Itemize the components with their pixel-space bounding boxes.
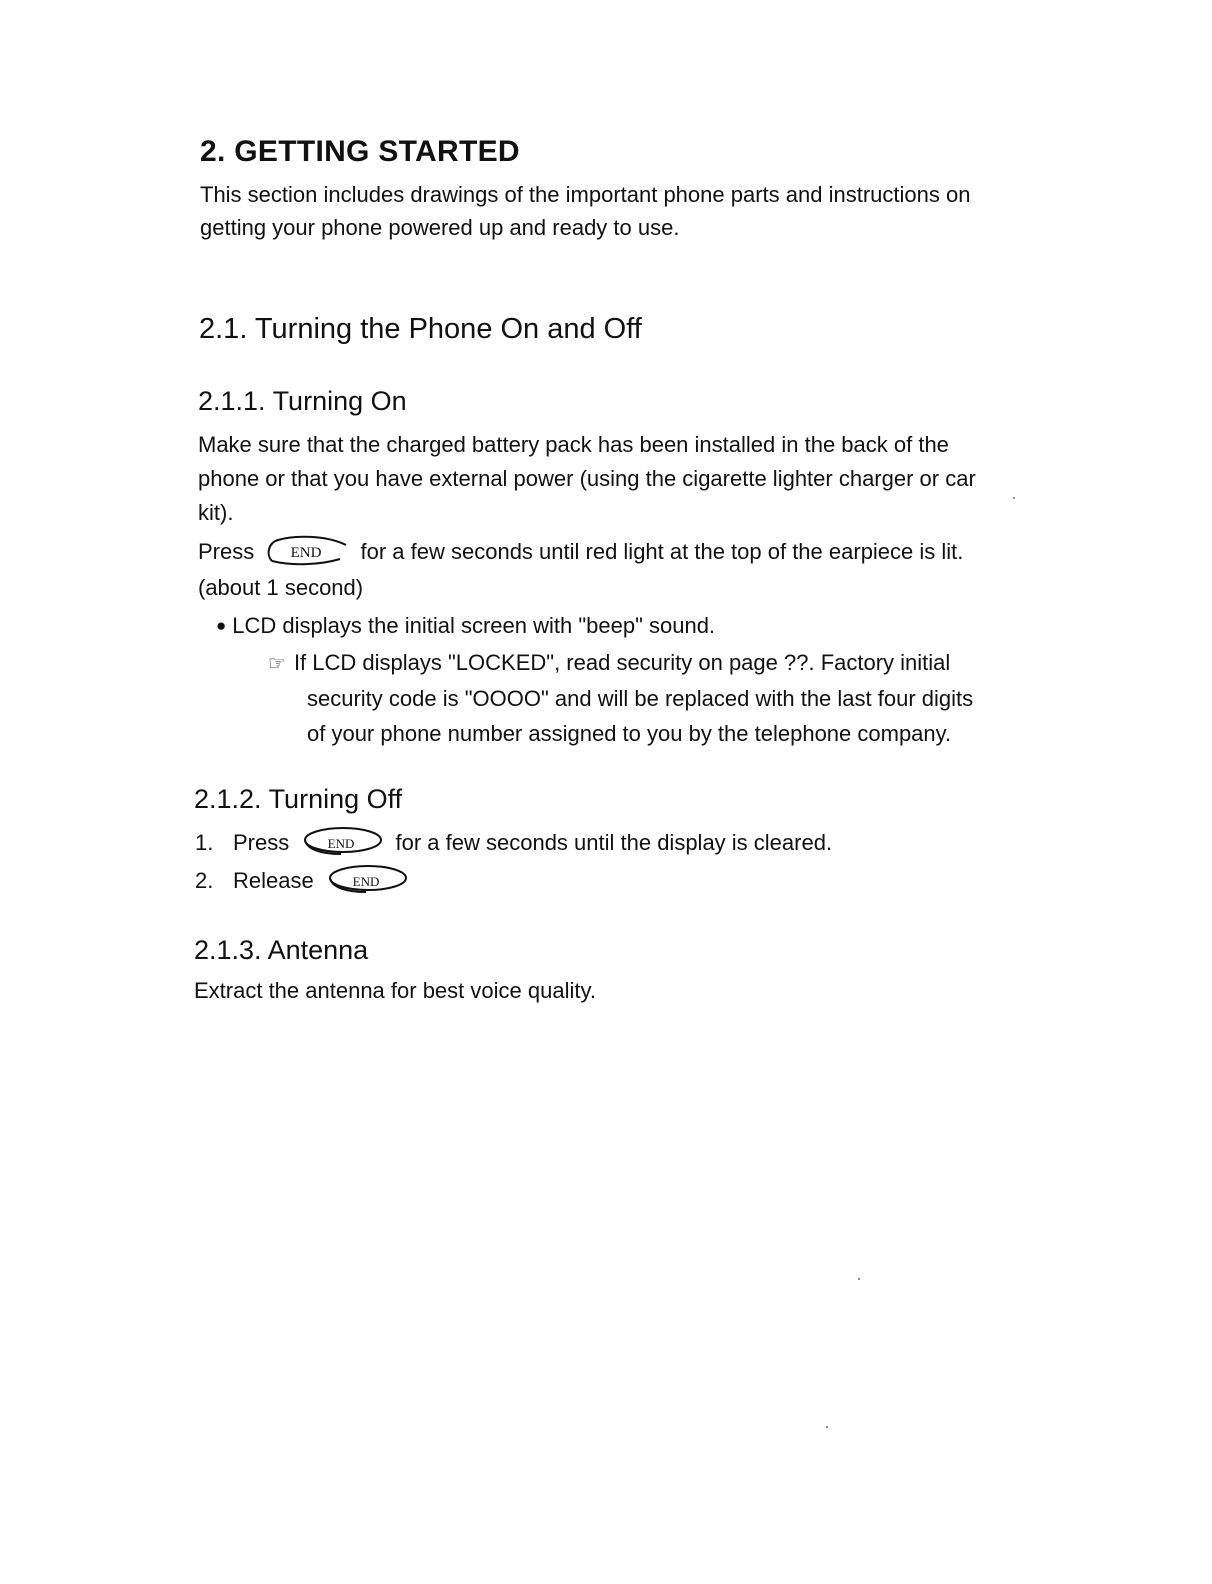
note-line-2: security code is "OOOO" and will be replaced with the last four digits (307, 686, 974, 711)
turning-on-line-2: phone or that you have external power (using the cigarette lighter charger or car (198, 466, 976, 491)
note-line-1: If LCD displays "LOCKED", read security on page ??. Factory initial (293, 650, 951, 675)
turning-off-title: 2.1.2. Turning Off (194, 784, 403, 814)
press-note: (about 1 second) (198, 575, 364, 600)
bullet-item (216, 609, 715, 643)
turning-on-title: 2.1.1. Turning On (198, 386, 407, 416)
step-number: 2. (195, 868, 214, 893)
scan-speck (1013, 497, 1015, 499)
end-key-label: END (352, 874, 380, 889)
end-key-icon (264, 535, 350, 567)
step-suffix: for a few seconds until the display is cleared. (395, 830, 833, 855)
press-prefix: Press (198, 539, 255, 564)
bullet-text: LCD displays the initial screen with "beep" sound. (232, 613, 716, 638)
section-intro-line-2: getting your phone powered up and ready to use. (200, 215, 680, 240)
end-key-icon (299, 826, 385, 858)
antenna-text: Extract the antenna for best voice quality. (194, 978, 596, 1003)
section-title: 2. GETTING STARTED (200, 135, 520, 168)
section-intro-line-1: This section includes drawings of the important phone parts and instructions on (200, 182, 971, 207)
step-number: 1. (195, 830, 214, 855)
press-suffix: for a few seconds until red light at the top of the earpiece is lit. (360, 539, 964, 564)
turning-on-line-3: kit). (198, 500, 234, 525)
note-line-3: of your phone number assigned to you by the telephone company. (307, 721, 952, 746)
turning-off-step-1 (195, 826, 832, 860)
bullet-dot-icon: ● (216, 616, 227, 635)
step-prefix: Press (233, 830, 290, 855)
antenna-title: 2.1.3. Antenna (194, 935, 369, 965)
end-key-label: END (290, 545, 322, 561)
scan-speck (858, 1278, 860, 1280)
step-prefix: Release (233, 868, 314, 893)
scan-speck (826, 1426, 828, 1428)
note-line-1-row (268, 646, 950, 681)
turning-on-press-line (198, 535, 963, 569)
end-key-label: END (328, 836, 355, 851)
pointing-hand-icon: ☞ (268, 653, 286, 675)
turning-on-line-1: Make sure that the charged battery pack has been installed in the back of the (198, 432, 949, 457)
turning-off-step-2 (195, 864, 414, 898)
end-key-icon (324, 864, 410, 896)
subsection-title: 2.1. Turning the Phone On and Off (199, 313, 642, 345)
